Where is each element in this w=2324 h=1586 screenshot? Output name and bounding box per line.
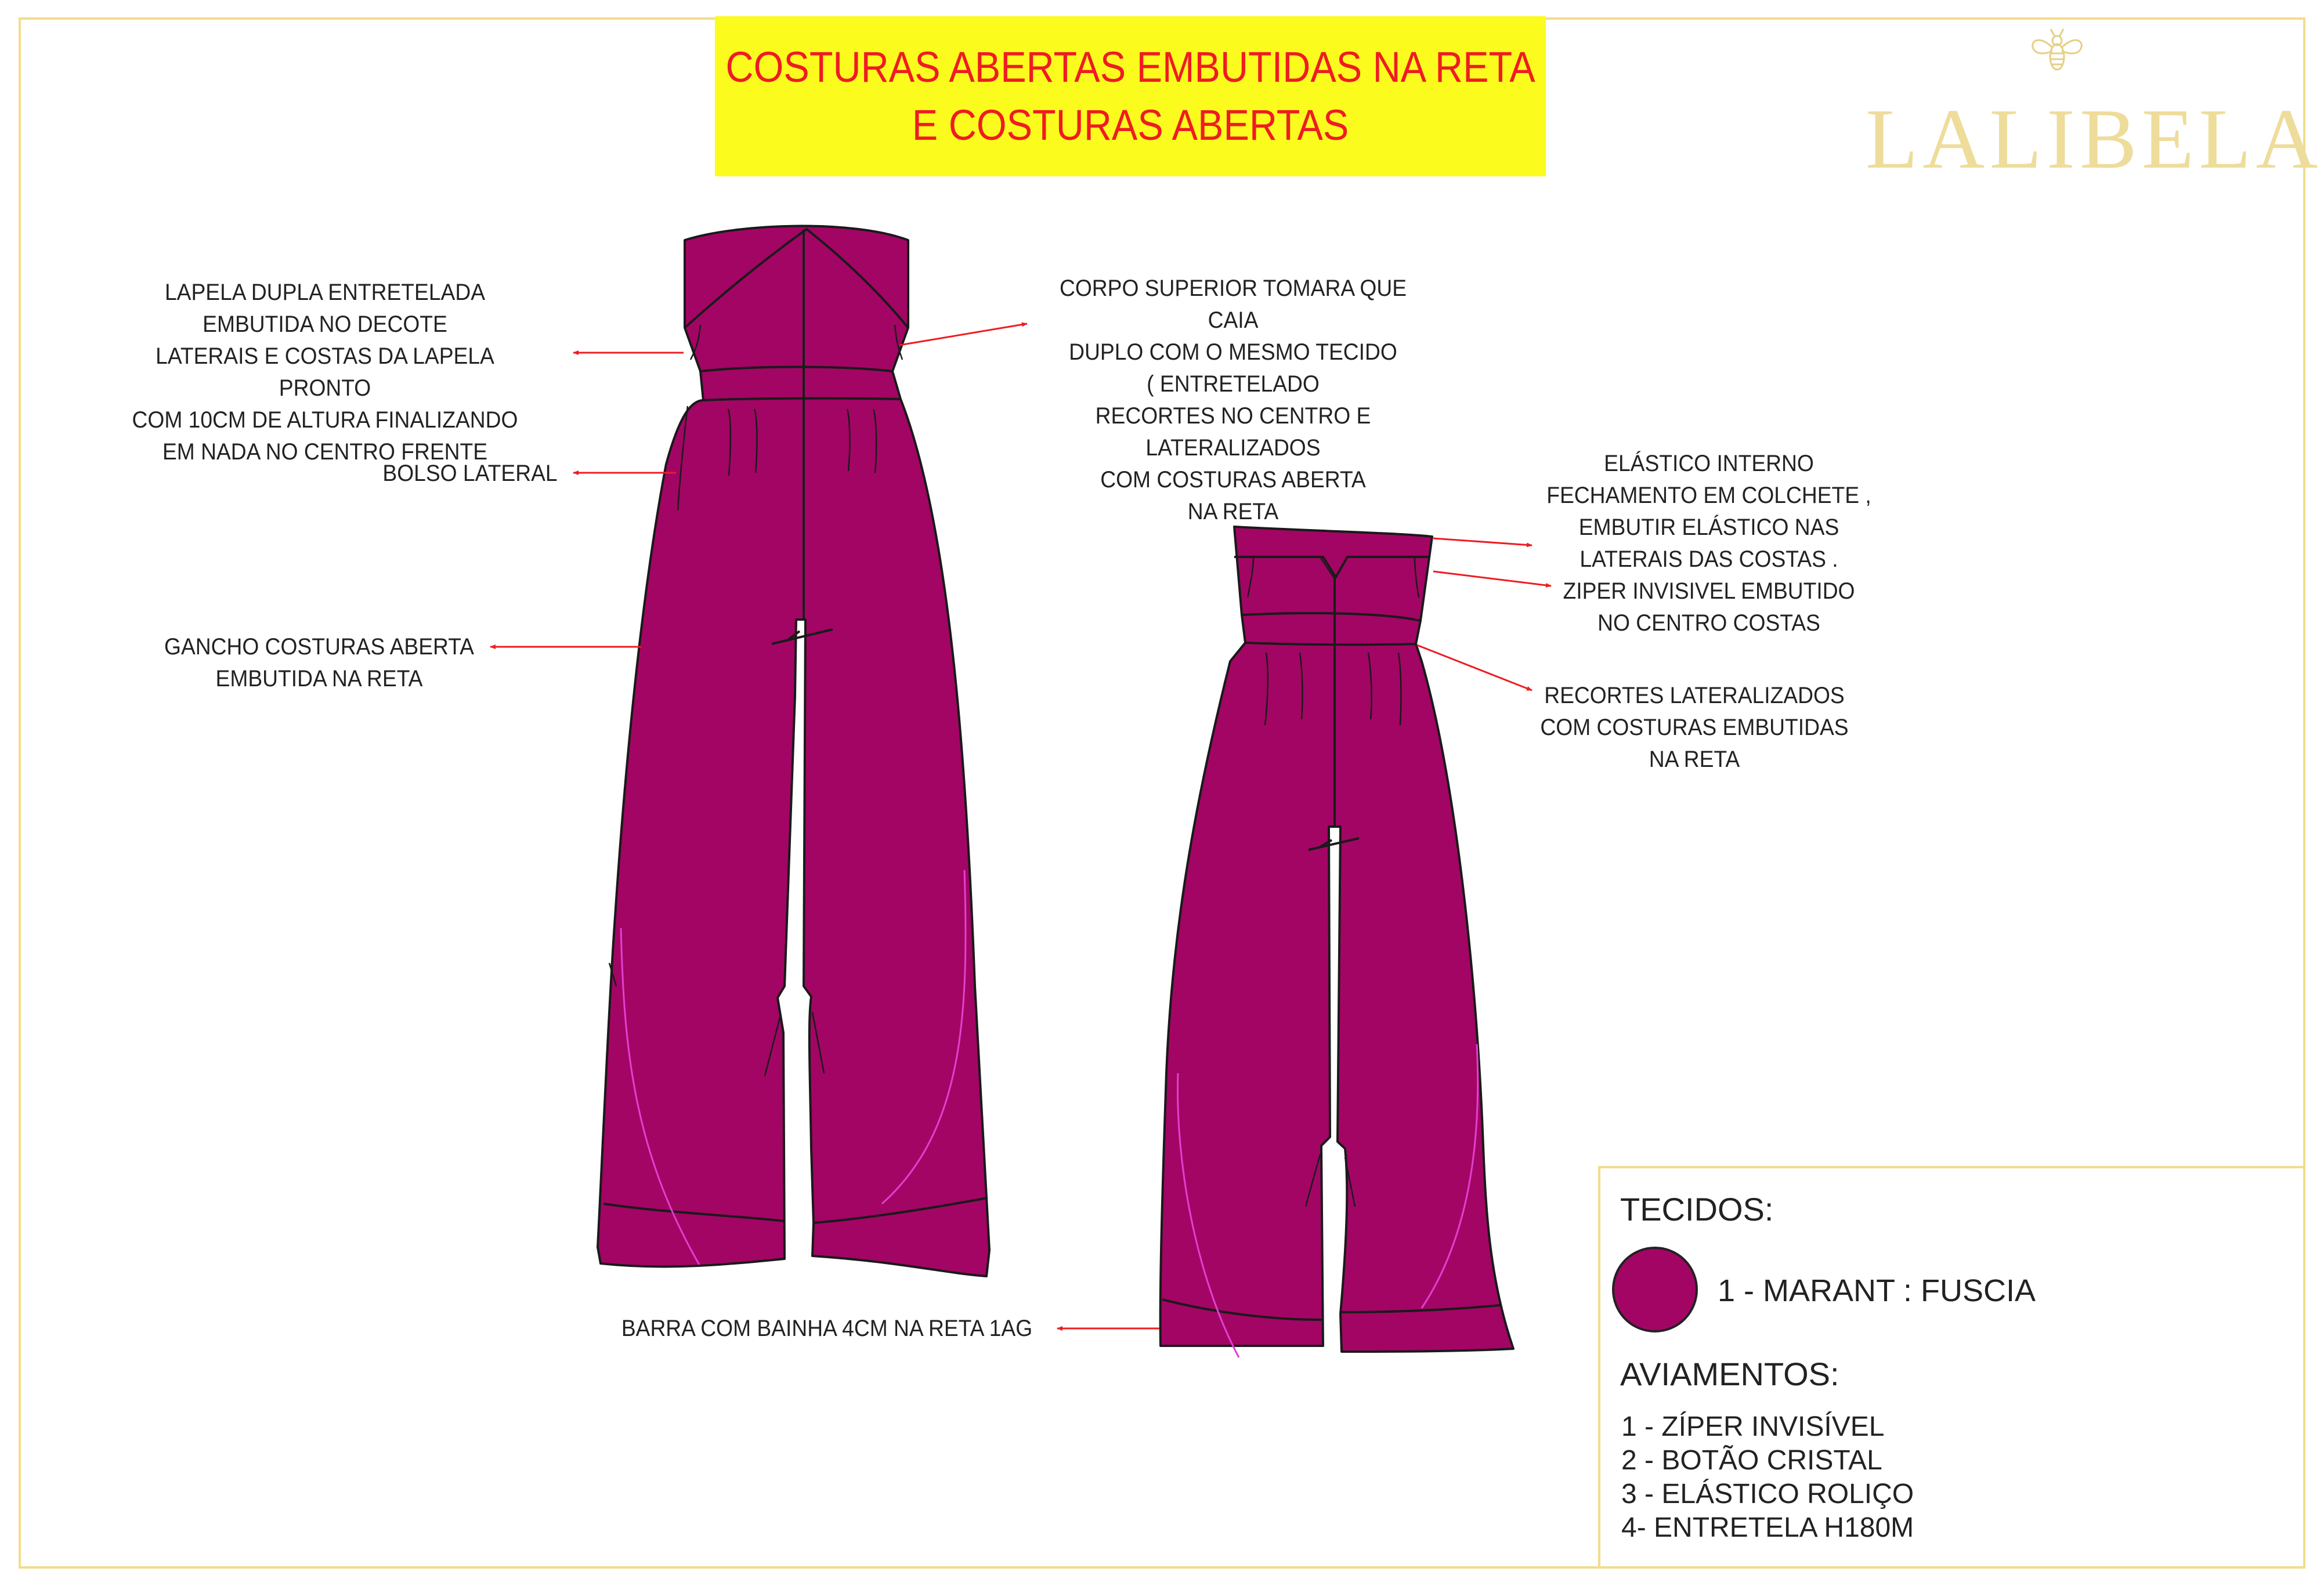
front-jumpsuit bbox=[598, 226, 989, 1276]
fabric-item: 1 - MARANT : FUSCIA bbox=[1718, 1273, 2036, 1308]
brand-logo: LALIBELA bbox=[1866, 92, 2323, 187]
aviamentos-heading: AVIAMENTOS: bbox=[1620, 1356, 1839, 1392]
note-gancho: GANCHO COSTURAS ABERTA EMBUTIDA NA RETA bbox=[164, 634, 474, 691]
materials-box bbox=[1598, 1166, 2305, 1569]
note-recortes: RECORTES LATERALIZADOS COM COSTURAS EMBUTIDAS NA RETA bbox=[1540, 683, 1849, 772]
note-lapela: LAPELA DUPLA ENTRETELADA EMBUTIDA NO DECOTE LATERAIS E COSTAS DA LAPELA PRONTO COM 10CM DE ALTURA FINALIZANDO EM NADA NO CENTRO FRENTE bbox=[132, 280, 518, 465]
front-garment-body bbox=[598, 226, 989, 1276]
back-garment-body bbox=[1161, 527, 1513, 1352]
fabric-swatch bbox=[1612, 1247, 1698, 1332]
aviamento-item: 2 - BOTÃO CRISTAL bbox=[1621, 1445, 1882, 1476]
note-bolso: BOLSO LATERAL bbox=[382, 461, 558, 486]
tecidos-heading: TECIDOS: bbox=[1620, 1191, 1774, 1227]
aviamento-item: 3 - ELÁSTICO ROLIÇO bbox=[1621, 1479, 1914, 1509]
note-elastico: ELÁSTICO INTERNO FECHAMENTO EM COLCHETE , EMBUTIR ELÁSTICO NAS LATERAIS DAS COSTAS . ZIPER INVISIVEL EMBUTIDO NO CENTRO COSTAS bbox=[1546, 451, 1871, 636]
note-barra: BARRA COM BAINHA 4CM NA RETA 1AG bbox=[621, 1316, 1033, 1341]
title-line-2: E COSTURAS ABERTAS bbox=[912, 101, 1349, 149]
note-corpo: CORPO SUPERIOR TOMARA QUE CAIA DUPLO COM O MESMO TECIDO ( ENTRETELADO RECORTES NO CENTRO E LATERALIZADOS COM COSTURAS ABERTA NA RETA bbox=[1059, 276, 1407, 524]
aviamento-item: 4- ENTRETELA H180M bbox=[1621, 1512, 1914, 1543]
title-line-1: COSTURAS ABERTAS EMBUTIDAS NA RETA bbox=[725, 43, 1535, 91]
back-jumpsuit bbox=[1161, 527, 1513, 1352]
aviamento-item: 1 - ZÍPER INVISÍVEL bbox=[1621, 1411, 1885, 1442]
